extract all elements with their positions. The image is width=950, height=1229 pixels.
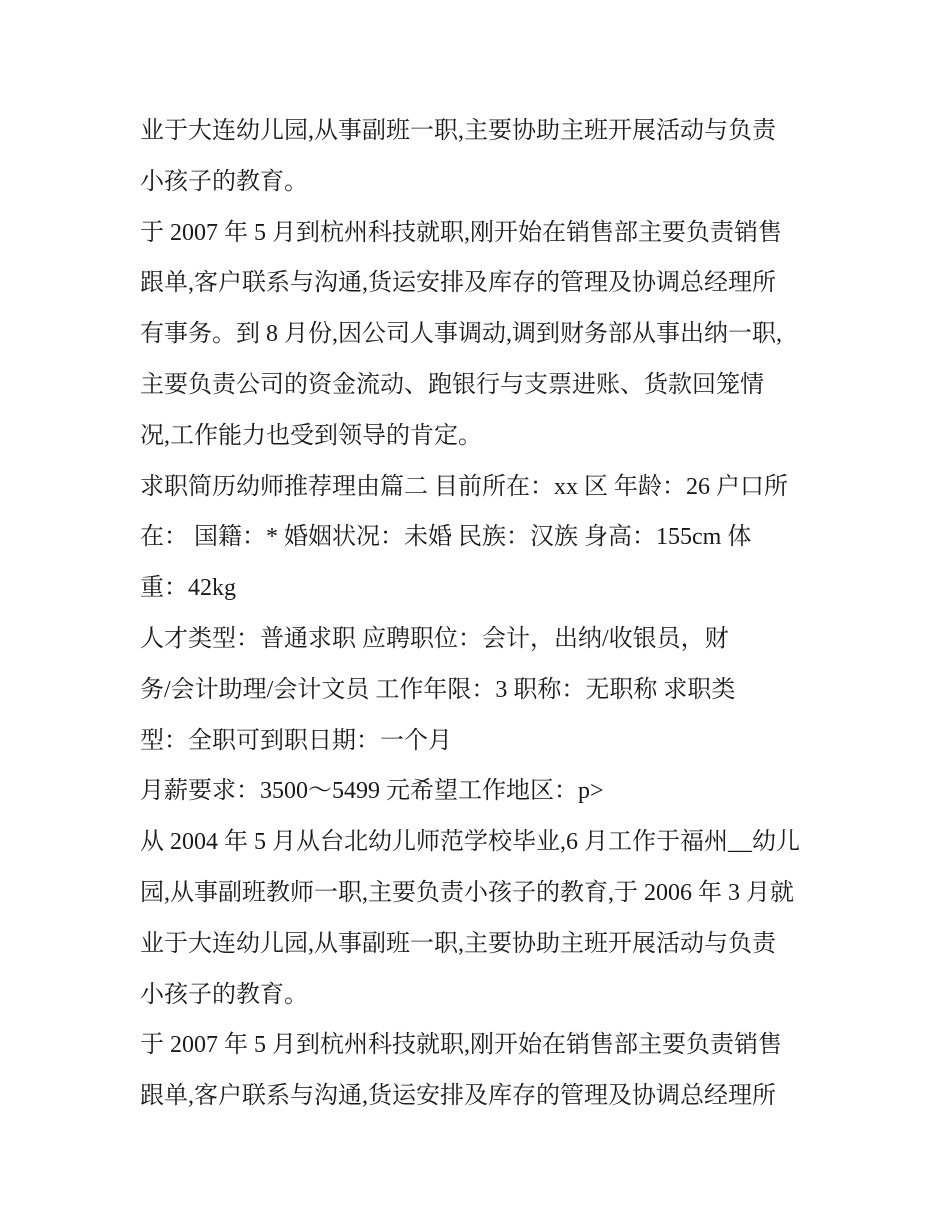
- text-line: 业于大连幼儿园,从事副班一职,主要协助主班开展活动与负责: [140, 930, 776, 957]
- text-line: 人才类型：普通求职 应聘职位：会计，出纳/收银员，财: [140, 625, 729, 652]
- text-line: 求职简历幼师推荐理由篇二 目前所在：xx 区 年龄：26 户口所: [140, 473, 788, 500]
- text-line: 于 2007 年 5 月到杭州科技就职,刚开始在销售部主要负责销售: [140, 1032, 782, 1059]
- text-line: 在： 国籍：* 婚姻状况：未婚 民族：汉族 身高：155cm 体: [140, 524, 752, 551]
- text-line: 小孩子的教育。: [140, 168, 308, 195]
- text-line: 型：全职可到职日期：一个月: [140, 727, 452, 754]
- text-line: 跟单,客户联系与沟通,货运安排及库存的管理及协调总经理所: [140, 270, 776, 297]
- text-line: 主要负责公司的资金流动、跑银行与支票进账、货款回笼情: [140, 371, 764, 398]
- text-line: 有事务。到 8 月份,因公司人事调动,调到财务部从事出纳一职,: [140, 321, 782, 348]
- text-line: 跟单,客户联系与沟通,货运安排及库存的管理及协调总经理所: [140, 1083, 776, 1110]
- text-line: 务/会计助理/会计文员 工作年限：3 职称：无职称 求职类: [140, 676, 736, 703]
- text-line: 从 2004 年 5 月从台北幼儿师范学校毕业,6 月工作于福州__幼儿: [140, 829, 800, 856]
- text-line: 园,从事副班教师一职,主要负责小孩子的教育,于 2006 年 3 月就: [140, 879, 794, 906]
- text-line: 小孩子的教育。: [140, 981, 308, 1008]
- text-line: 于 2007 年 5 月到杭州科技就职,刚开始在销售部主要负责销售: [140, 219, 782, 246]
- document-body: [140, 106, 820, 1122]
- text-line: 重：42kg: [140, 575, 236, 602]
- text-line: 月薪要求：3500～5499 元希望工作地区：p>: [140, 778, 604, 805]
- text-line: 业于大连幼儿园,从事副班一职,主要协助主班开展活动与负责: [140, 118, 776, 144]
- text-line: 况,工作能力也受到领导的肯定。: [140, 422, 482, 449]
